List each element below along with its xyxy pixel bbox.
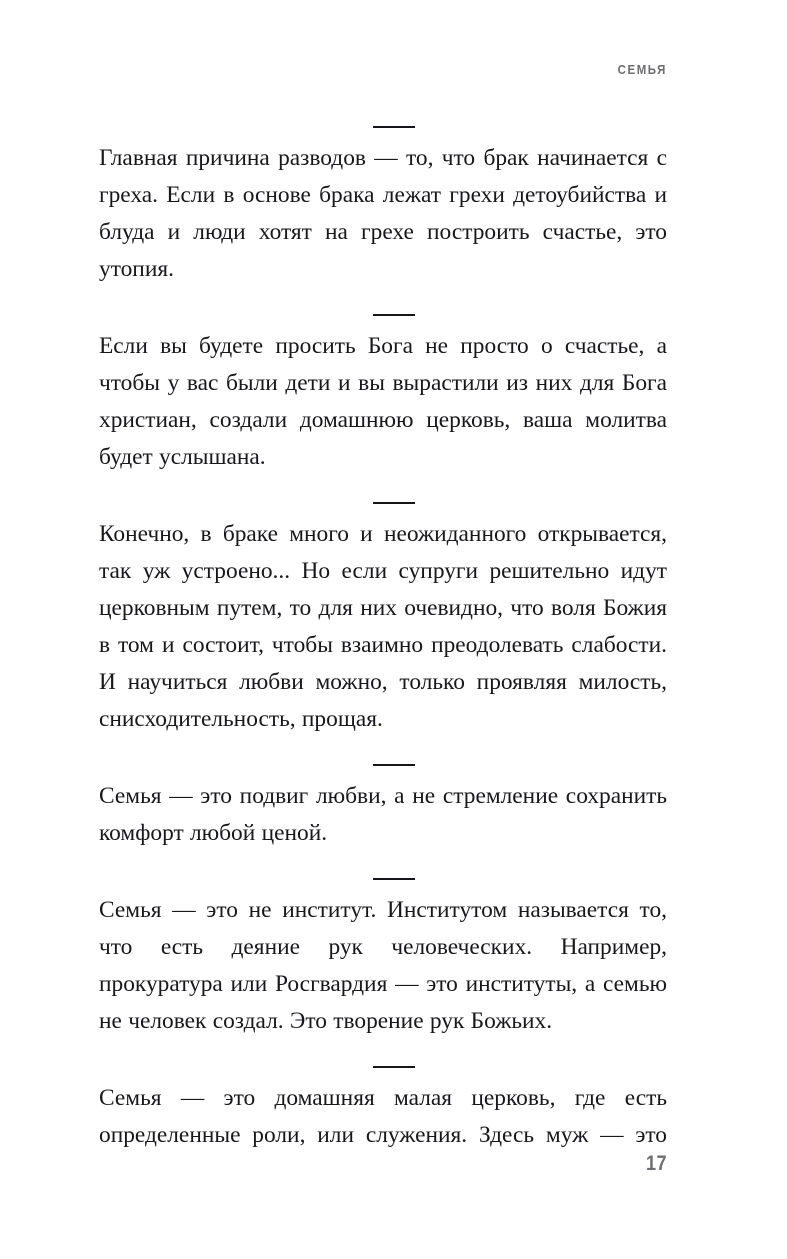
entry-divider-rule bbox=[373, 878, 415, 880]
entry-paragraph: Семья — это не институт. Институтом называется то, что есть деяние рук человеческих. Например, прокуратура или Росгвардия — это институты, а семью не человек создал. Это творение рук Божьих. bbox=[99, 897, 667, 1034]
page-number: 17 bbox=[646, 1152, 667, 1175]
entry-divider-rule bbox=[373, 126, 415, 128]
entry-paragraph: Если вы будете просить Бога не просто о счастье, а чтобы у вас были дети и вы вырастили из них для Бога христиан, создали домашнюю церковь, ваша молитва будет услышана. bbox=[99, 333, 667, 470]
quote-entry bbox=[99, 764, 667, 852]
entry-divider-rule bbox=[373, 314, 415, 316]
quote-entry bbox=[99, 126, 667, 288]
running-header: СЕМЬЯ bbox=[617, 62, 667, 77]
entry-divider-rule bbox=[373, 764, 415, 766]
entry-divider-rule bbox=[373, 1066, 415, 1068]
quote-entry bbox=[99, 878, 667, 1040]
entry-paragraph: Семья — это домашняя малая церковь, где есть определенные роли, или служения. Здесь муж — это bbox=[99, 1085, 667, 1148]
entry-paragraph: Главная причина разводов — то, что брак начинается с греха. Если в основе брака лежат грехи детоубийства и блуда и люди хотят на грехе построить счастье, это утопия. bbox=[99, 145, 667, 282]
quote-entry bbox=[99, 502, 667, 738]
quote-entry bbox=[99, 314, 667, 476]
entry-paragraph: Семья — это подвиг любви, а не стремление сохранить комфорт любой ценой. bbox=[99, 783, 667, 846]
entry-divider-rule bbox=[373, 502, 415, 504]
text-column bbox=[99, 126, 667, 1191]
entry-paragraph: Конечно, в браке много и неожиданного открывается, так уж устроено... Но если супруги решительно идут церковным путем, то для них очевидно, что воля Божия в том и состоит, чтобы взаимно преодолевать слабости. И научиться любви можно, только проявляя милость, снисходительность, прощая. bbox=[99, 521, 667, 732]
